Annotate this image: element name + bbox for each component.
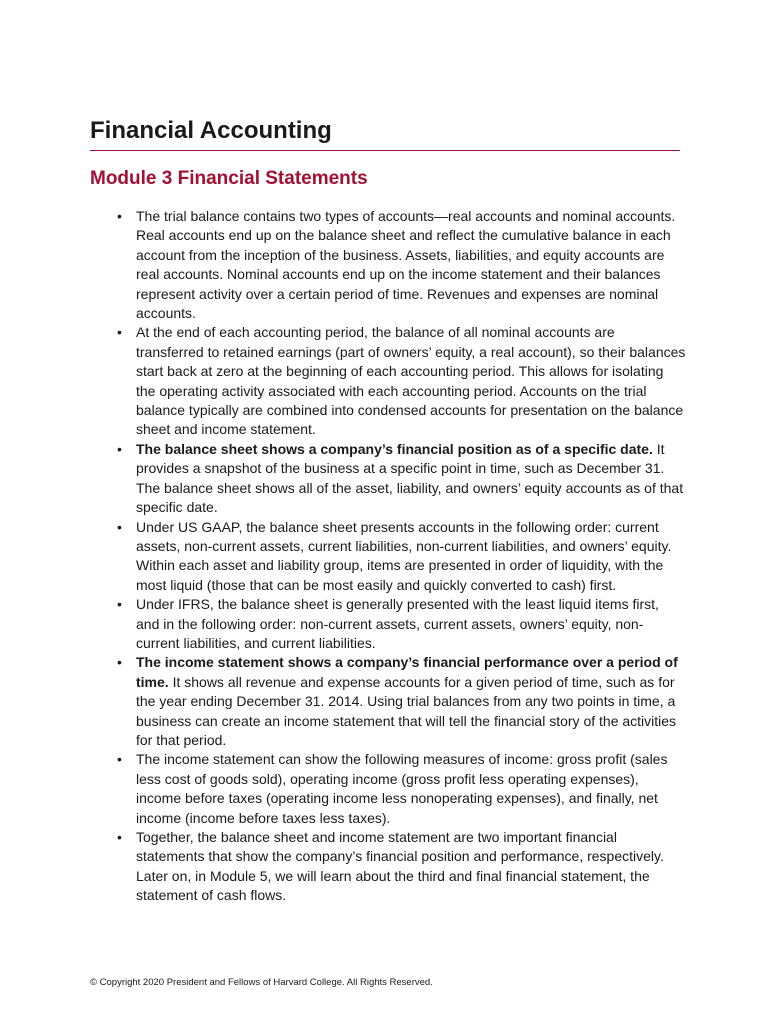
copyright-footer: © Copyright 2020 President and Fellows of Harvard College. All Rights Reserved. [90, 977, 433, 988]
list-item [117, 653, 686, 750]
bullet-text: It provides a snapshot of the business at a specific point in time, such as December 31. The balance sheet shows all of the asset, liability, and owners’ equity accounts as of that specific date. [136, 440, 684, 516]
bullet-icon: • [117, 596, 122, 613]
title-divider [90, 150, 680, 151]
bullet-text: The income statement can show the following measures of income: gross profit (sales less cost of goods sold), operating income (gross profit less operating expenses), income before taxes (operating income less nonoperating expenses), and finally, net income (income before taxes less taxes). [136, 751, 668, 826]
list-item [117, 750, 686, 828]
list-item [117, 518, 686, 596]
list-item [117, 828, 686, 906]
list-item [117, 595, 686, 653]
list-item [117, 440, 686, 518]
list-item [117, 323, 686, 439]
module-heading: Module 3 Financial Statements [90, 168, 368, 189]
bullet-text: Together, the balance sheet and income statement are two important financial statements that show the company’s financial position and performance, respectively. Later on, in Module 5, we will learn about the third and final financial statement, the statement of cash flows. [136, 829, 664, 904]
page-title: Financial Accounting [90, 117, 332, 144]
bullet-text: It shows all revenue and expense accounts for a given period of time, such as for the year ending December 31. 2014. Using trial balances from any two points in time, a business can create an income statement that will tell the financial story of the activities for that period. [136, 673, 677, 748]
bullet-icon: • [117, 208, 122, 224]
bullet-icon: • [117, 751, 122, 768]
bullet-bold-lead: The balance sheet shows a company’s financial position as of a specific date. [136, 440, 653, 457]
bullet-icon: • [117, 654, 122, 671]
bullet-icon: • [117, 324, 122, 341]
bullet-icon: • [117, 829, 122, 845]
bullet-text: At the end of each accounting period, the balance of all nominal accounts are transferred to retained earnings (part of owners’ equity, a real account), so their balances start back at zero at the beginning of each accounting period. This allows for isolating the operating activity associated with each accounting period. Accounts on the trial balance typically are combined into condensed accounts for presentation on the balance sheet and income statement. [136, 324, 686, 438]
bullet-list [117, 207, 686, 906]
list-item [117, 207, 686, 323]
bullet-icon: • [117, 518, 122, 535]
bullet-text: The trial balance contains two types of accounts—real accounts and nominal accounts. Real accounts end up on the balance sheet and reflect the cumulative balance in each account from the inception of the business. Assets, liabilities, and equity accounts are real accounts. Nominal accounts end up on the income statement and their balances represent activity over a certain period of time. Revenues and expenses are nominal accounts. [136, 208, 676, 322]
bullet-bold-lead: The income statement shows a company’s financial performance over a period of time. [136, 654, 678, 690]
bullet-text: Under US GAAP, the balance sheet presents accounts in the following order: current assets, non-current assets, current liabilities, non-current liabilities, and owners’ equity. Within each asset and liability group, items are presented in order of liquidity, with the most liquid (those that can be most easily and quickly converted to cash) first. [136, 518, 672, 593]
bullet-text: Under IFRS, the balance sheet is generally presented with the least liquid items first, and in the following order: non-current assets, current assets, owners’ equity, non-current liabilities, and current liabilities. [136, 596, 659, 651]
bullet-icon: • [117, 440, 122, 457]
